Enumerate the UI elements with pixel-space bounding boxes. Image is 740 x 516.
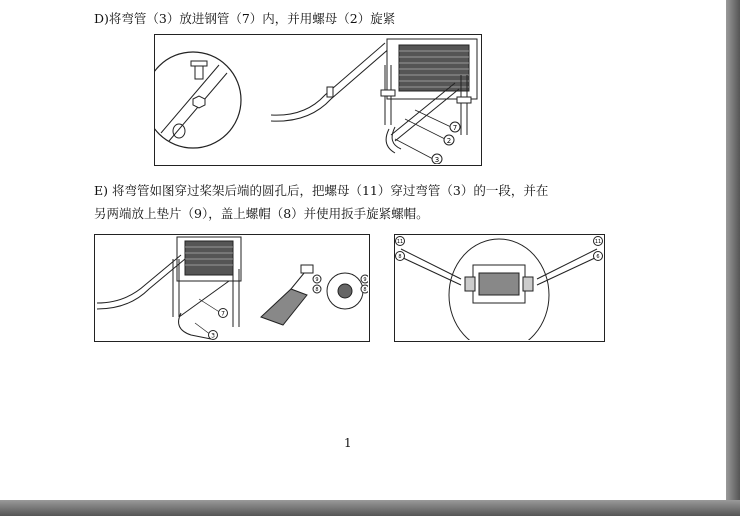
step-e-text-line-2: 另两端放上垫片（9），盖上螺帽（8）并使用扳手旋紧螺帽。 <box>94 206 429 221</box>
callout-7: 7 <box>452 124 458 132</box>
figure-e-right-detail-diagram <box>394 234 605 342</box>
page-shadow-bottom <box>0 500 740 516</box>
callout-11: 11 <box>594 239 602 245</box>
step-d-text: D)将弯管（3）放进钢管（7）内，并用螺母（2）旋紧 <box>94 11 396 26</box>
figure-e-left-diagram <box>94 234 370 342</box>
callout-8: 8 <box>363 287 367 293</box>
callout-6: 6 <box>596 254 600 260</box>
callout-11: 11 <box>396 239 404 245</box>
callout-7: 7 <box>221 310 225 318</box>
callout-8: 8 <box>315 287 319 293</box>
callout-9: 9 <box>315 277 319 283</box>
callout-8: 8 <box>398 254 402 260</box>
callout-9: 9 <box>363 277 367 283</box>
figure-d-assembly-diagram <box>154 34 482 166</box>
callout-3: 3 <box>434 156 440 164</box>
page-shadow-right <box>726 0 740 516</box>
page-number: 1 <box>344 436 352 450</box>
callout-3: 3 <box>211 332 215 340</box>
callout-2: 2 <box>446 137 452 145</box>
step-e-text-line-1: E) 将弯管如图穿过桨架后端的圆孔后，把螺母（11）穿过弯管（3）的一段，并在 <box>94 183 549 198</box>
